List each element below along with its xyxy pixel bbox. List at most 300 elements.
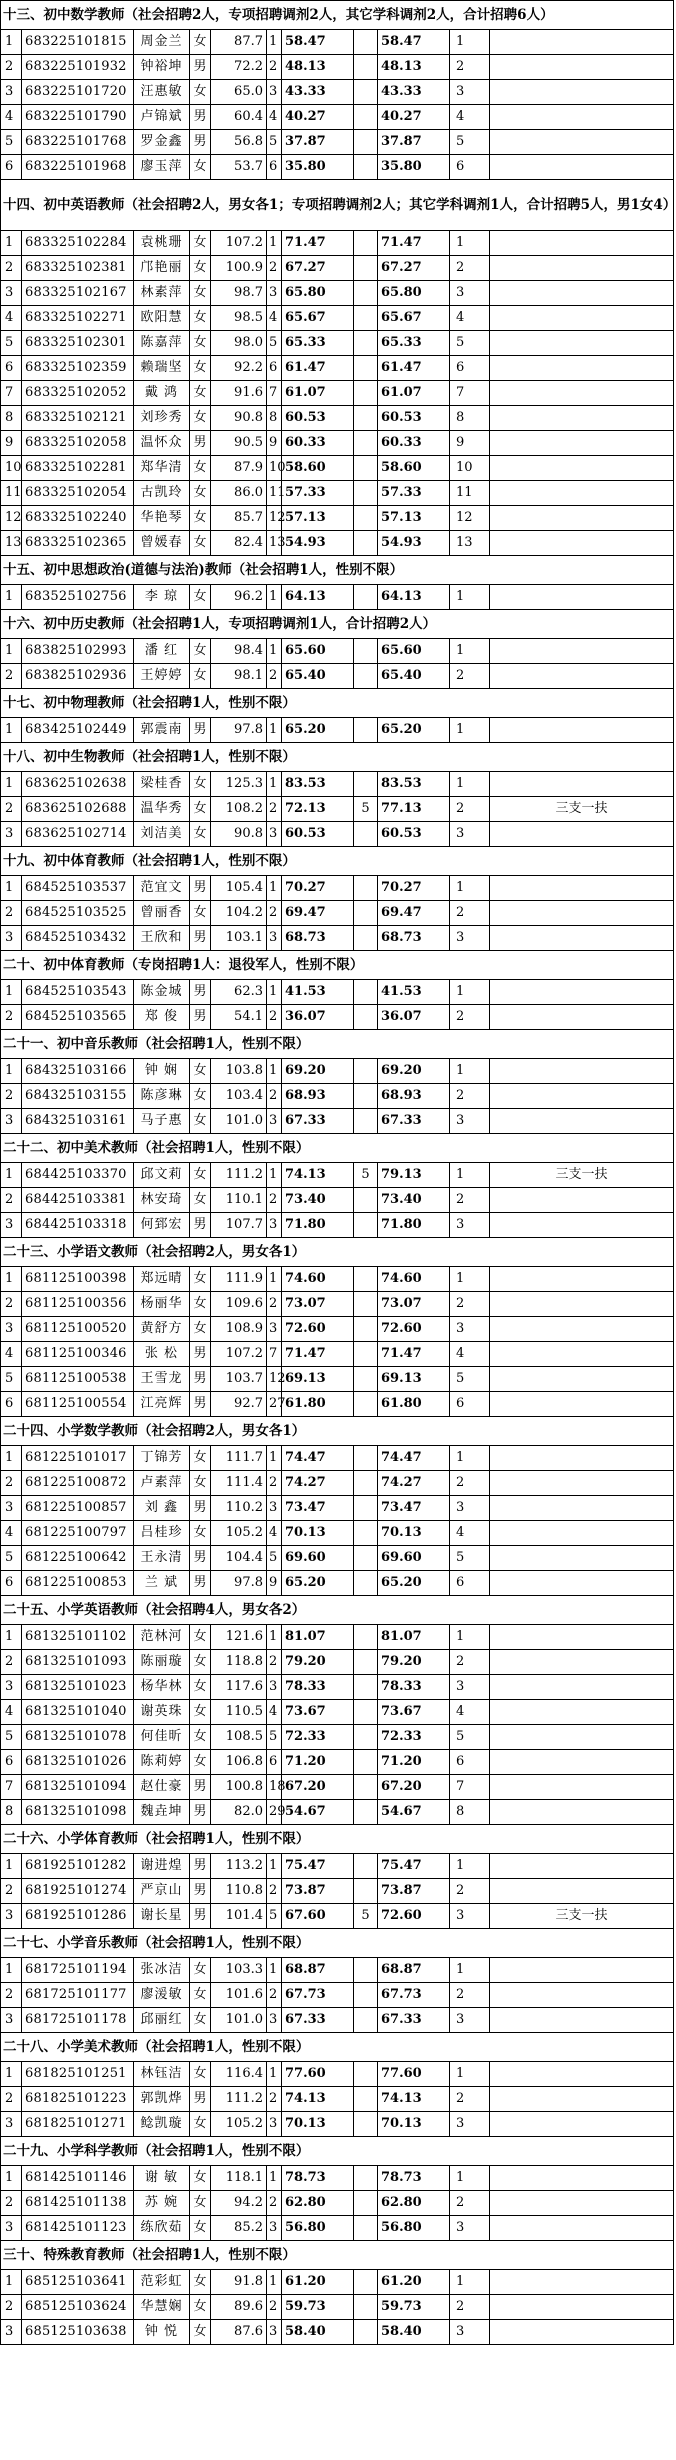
remark: [490, 406, 674, 431]
candidate-name: 王永清: [134, 1546, 190, 1571]
candidate-name: 鲶凯璇: [134, 2112, 190, 2137]
bonus-points: [354, 1084, 378, 1109]
bonus-points: [354, 639, 378, 664]
total-score: 72.60: [378, 1904, 450, 1929]
written-score: 85.7: [211, 506, 267, 531]
written-rank: 2: [267, 1292, 282, 1317]
written-rank: 1: [267, 1625, 282, 1650]
written-rank: 5: [267, 331, 282, 356]
exam-id: 681225100642: [22, 1546, 134, 1571]
written-score: 103.4: [211, 1084, 267, 1109]
written-rank: 1: [267, 639, 282, 664]
candidate-name: 魏垚坤: [134, 1800, 190, 1825]
converted-score: 78.33: [282, 1675, 354, 1700]
total-score: 67.33: [378, 2008, 450, 2033]
gender: 女: [190, 2008, 211, 2033]
gender: 女: [190, 381, 211, 406]
row-number: 1: [1, 30, 22, 55]
converted-score: 61.20: [282, 2270, 354, 2295]
final-rank: 10: [450, 456, 490, 481]
written-rank: 2: [267, 256, 282, 281]
final-rank: 2: [450, 1983, 490, 2008]
exam-id: 683325102281: [22, 456, 134, 481]
written-score: 125.3: [211, 772, 267, 797]
remark: [490, 1317, 674, 1342]
gender: 男: [190, 1800, 211, 1825]
row-number: 2: [1, 797, 22, 822]
row-number: 1: [1, 718, 22, 743]
converted-score: 78.73: [282, 2166, 354, 2191]
exam-id: 681225100797: [22, 1521, 134, 1546]
bonus-points: [354, 406, 378, 431]
table-row: [1, 381, 674, 406]
bonus-points: [354, 1342, 378, 1367]
candidate-name: 严京山: [134, 1879, 190, 1904]
row-number: 2: [1, 1188, 22, 1213]
final-rank: 2: [450, 1471, 490, 1496]
table-row: [1, 1958, 674, 1983]
converted-score: 54.67: [282, 1800, 354, 1825]
exam-id: 681425101138: [22, 2191, 134, 2216]
table-row: [1, 1446, 674, 1471]
total-score: 61.47: [378, 356, 450, 381]
final-rank: 2: [450, 797, 490, 822]
exam-id: 681825101271: [22, 2112, 134, 2137]
total-score: 61.07: [378, 381, 450, 406]
total-score: 79.20: [378, 1650, 450, 1675]
exam-id: 683525102756: [22, 585, 134, 610]
written-rank: 5: [267, 1904, 282, 1929]
exam-id: 681325101026: [22, 1750, 134, 1775]
table-row: [1, 639, 674, 664]
row-number: 8: [1, 1800, 22, 1825]
written-rank: 29: [267, 1800, 282, 1825]
total-score: 71.20: [378, 1750, 450, 1775]
total-score: 78.73: [378, 2166, 450, 2191]
written-rank: 2: [267, 1084, 282, 1109]
candidate-name: 谢长星: [134, 1904, 190, 1929]
exam-id: 685125103624: [22, 2295, 134, 2320]
bonus-points: 5: [354, 1904, 378, 1929]
gender: 女: [190, 231, 211, 256]
total-score: 68.73: [378, 926, 450, 951]
exam-id: 681125100346: [22, 1342, 134, 1367]
written-rank: 1: [267, 2270, 282, 2295]
candidate-name: 卢锦斌: [134, 105, 190, 130]
remark: [490, 1471, 674, 1496]
written-rank: 12: [267, 506, 282, 531]
converted-score: 67.73: [282, 1983, 354, 2008]
total-score: 36.07: [378, 1005, 450, 1030]
table-row: [1, 1005, 674, 1030]
table-row: [1, 1800, 674, 1825]
final-rank: 3: [450, 1213, 490, 1238]
converted-score: 67.27: [282, 256, 354, 281]
converted-score: 81.07: [282, 1625, 354, 1650]
total-score: 65.80: [378, 281, 450, 306]
remark: [490, 531, 674, 556]
row-number: 6: [1, 1750, 22, 1775]
candidate-name: 钟 娴: [134, 1059, 190, 1084]
candidate-name: 苏 婉: [134, 2191, 190, 2216]
written-rank: 1: [267, 1267, 282, 1292]
remark: [490, 506, 674, 531]
candidate-name: 华慧娴: [134, 2295, 190, 2320]
written-score: 87.6: [211, 2320, 267, 2345]
converted-score: 70.13: [282, 1521, 354, 1546]
written-rank: 10: [267, 456, 282, 481]
remark: [490, 1446, 674, 1471]
written-score: 106.8: [211, 1750, 267, 1775]
total-score: 69.60: [378, 1546, 450, 1571]
gender: 女: [190, 1625, 211, 1650]
written-score: 121.6: [211, 1625, 267, 1650]
candidate-name: 林素萍: [134, 281, 190, 306]
total-score: 65.20: [378, 1571, 450, 1596]
exam-id: 684425103381: [22, 1188, 134, 1213]
exam-id: 681225100857: [22, 1496, 134, 1521]
total-score: 64.13: [378, 585, 450, 610]
row-number: 1: [1, 639, 22, 664]
bonus-points: [354, 80, 378, 105]
final-rank: 2: [450, 2295, 490, 2320]
row-number: 13: [1, 531, 22, 556]
exam-id: 681725101178: [22, 2008, 134, 2033]
final-rank: 4: [450, 105, 490, 130]
total-score: 74.47: [378, 1446, 450, 1471]
converted-score: 69.20: [282, 1059, 354, 1084]
section-header: [1, 1134, 674, 1163]
remark: [490, 1367, 674, 1392]
written-score: 100.8: [211, 1775, 267, 1800]
candidate-name: 古凯玲: [134, 481, 190, 506]
gender: 女: [190, 1188, 211, 1213]
total-score: 73.67: [378, 1700, 450, 1725]
remark: [490, 105, 674, 130]
bonus-points: [354, 1521, 378, 1546]
written-rank: 2: [267, 1005, 282, 1030]
row-number: 2: [1, 1983, 22, 2008]
converted-score: 40.27: [282, 105, 354, 130]
written-rank: 1: [267, 1059, 282, 1084]
bonus-points: [354, 901, 378, 926]
converted-score: 69.47: [282, 901, 354, 926]
converted-score: 60.33: [282, 431, 354, 456]
exam-id: 683325102301: [22, 331, 134, 356]
written-score: 113.2: [211, 1854, 267, 1879]
remark: [490, 1879, 674, 1904]
remark: [490, 1213, 674, 1238]
written-score: 85.2: [211, 2216, 267, 2241]
final-rank: 4: [450, 1342, 490, 1367]
remark: [490, 456, 674, 481]
converted-score: 36.07: [282, 1005, 354, 1030]
exam-id: 684325103155: [22, 1084, 134, 1109]
remark: [490, 331, 674, 356]
written-score: 111.7: [211, 1446, 267, 1471]
remark: [490, 1005, 674, 1030]
converted-score: 69.13: [282, 1367, 354, 1392]
bonus-points: [354, 2008, 378, 2033]
gender: 男: [190, 1854, 211, 1879]
written-rank: 2: [267, 2295, 282, 2320]
row-number: 4: [1, 1342, 22, 1367]
row-number: 6: [1, 356, 22, 381]
final-rank: 1: [450, 772, 490, 797]
final-rank: 1: [450, 2270, 490, 2295]
exam-id: 684525103543: [22, 980, 134, 1005]
table-row: [1, 1546, 674, 1571]
table-row: [1, 2166, 674, 2191]
candidate-name: 练欣茹: [134, 2216, 190, 2241]
candidate-name: 郑远晴: [134, 1267, 190, 1292]
gender: 男: [190, 1879, 211, 1904]
final-rank: 4: [450, 1700, 490, 1725]
bonus-points: [354, 1059, 378, 1084]
candidate-name: 邝艳丽: [134, 256, 190, 281]
remark: [490, 1854, 674, 1879]
table-row: [1, 155, 674, 180]
written-rank: 3: [267, 1317, 282, 1342]
written-rank: 2: [267, 2191, 282, 2216]
gender: 男: [190, 1392, 211, 1417]
row-number: 2: [1, 1471, 22, 1496]
gender: 女: [190, 2191, 211, 2216]
row-number: 1: [1, 2166, 22, 2191]
row-number: 4: [1, 105, 22, 130]
converted-score: 79.20: [282, 1650, 354, 1675]
table-row: [1, 1904, 674, 1929]
total-score: 72.33: [378, 1725, 450, 1750]
final-rank: 2: [450, 2087, 490, 2112]
candidate-name: 丁锦芳: [134, 1446, 190, 1471]
row-number: 1: [1, 2270, 22, 2295]
bonus-points: [354, 1367, 378, 1392]
written-rank: 6: [267, 155, 282, 180]
gender: 女: [190, 1675, 211, 1700]
written-score: 110.5: [211, 1700, 267, 1725]
row-number: 3: [1, 926, 22, 951]
section-header: [1, 1, 674, 30]
total-score: 58.60: [378, 456, 450, 481]
row-number: 2: [1, 901, 22, 926]
table-row: [1, 1342, 674, 1367]
gender: 男: [190, 718, 211, 743]
candidate-name: 陈莉婷: [134, 1750, 190, 1775]
final-rank: 4: [450, 1521, 490, 1546]
section-header: [1, 1596, 674, 1625]
written-score: 90.8: [211, 822, 267, 847]
written-score: 82.0: [211, 1800, 267, 1825]
table-row: [1, 1292, 674, 1317]
row-number: 4: [1, 306, 22, 331]
gender: 女: [190, 1725, 211, 1750]
table-row: [1, 1267, 674, 1292]
written-score: 98.1: [211, 664, 267, 689]
gender: 男: [190, 2087, 211, 2112]
row-number: 3: [1, 281, 22, 306]
final-rank: 3: [450, 2216, 490, 2241]
final-rank: 1: [450, 876, 490, 901]
section-header: [1, 1825, 674, 1854]
candidate-name: 郭凯烨: [134, 2087, 190, 2112]
converted-score: 74.60: [282, 1267, 354, 1292]
candidate-name: 范宜文: [134, 876, 190, 901]
converted-score: 60.53: [282, 406, 354, 431]
candidate-name: 刘洁美: [134, 822, 190, 847]
final-rank: 1: [450, 639, 490, 664]
remark: [490, 1750, 674, 1775]
exam-id: 681425101123: [22, 2216, 134, 2241]
written-rank: 12: [267, 1367, 282, 1392]
row-number: 6: [1, 1571, 22, 1596]
written-rank: 2: [267, 1471, 282, 1496]
candidate-name: 何佳昕: [134, 1725, 190, 1750]
final-rank: 2: [450, 1084, 490, 1109]
written-score: 101.4: [211, 1904, 267, 1929]
total-score: 69.20: [378, 1059, 450, 1084]
table-row: [1, 772, 674, 797]
written-score: 90.5: [211, 431, 267, 456]
exam-id: 684525103565: [22, 1005, 134, 1030]
candidate-name: 周金兰: [134, 30, 190, 55]
gender: 男: [190, 1496, 211, 1521]
final-rank: 2: [450, 1292, 490, 1317]
row-number: 3: [1, 2008, 22, 2033]
total-score: 62.80: [378, 2191, 450, 2216]
converted-score: 65.40: [282, 664, 354, 689]
row-number: 3: [1, 2320, 22, 2345]
final-rank: 3: [450, 281, 490, 306]
remark: [490, 306, 674, 331]
exam-id: 683325102359: [22, 356, 134, 381]
table-row: [1, 55, 674, 80]
total-score: 74.27: [378, 1471, 450, 1496]
candidate-name: 陈嘉萍: [134, 331, 190, 356]
remark: [490, 1292, 674, 1317]
row-number: 5: [1, 130, 22, 155]
total-score: 71.47: [378, 1342, 450, 1367]
section-title: 二十九、小学科学教师（社会招聘1人，性别不限）: [1, 2137, 674, 2166]
written-score: 103.3: [211, 1958, 267, 1983]
bonus-points: [354, 356, 378, 381]
written-rank: 4: [267, 306, 282, 331]
gender: 男: [190, 1367, 211, 1392]
remark: [490, 2008, 674, 2033]
total-score: 70.27: [378, 876, 450, 901]
table-row: [1, 1496, 674, 1521]
candidate-name: 廖玉萍: [134, 155, 190, 180]
section-header: [1, 951, 674, 980]
candidate-name: 吕桂珍: [134, 1521, 190, 1546]
converted-score: 65.20: [282, 718, 354, 743]
gender: 女: [190, 1059, 211, 1084]
converted-score: 68.87: [282, 1958, 354, 1983]
bonus-points: [354, 481, 378, 506]
final-rank: 3: [450, 822, 490, 847]
written-rank: 2: [267, 1650, 282, 1675]
remark: [490, 1650, 674, 1675]
row-number: 5: [1, 331, 22, 356]
converted-score: 54.93: [282, 531, 354, 556]
bonus-points: [354, 980, 378, 1005]
section-title: 十四、初中英语教师（社会招聘2人，男女各1；专项招聘调剂2人；其它学科调剂1人，合计招聘5人，男1女4）: [1, 180, 674, 231]
converted-score: 68.73: [282, 926, 354, 951]
exam-id: 681325101098: [22, 1800, 134, 1825]
written-score: 101.6: [211, 1983, 267, 2008]
section-header: [1, 556, 674, 585]
table-row: [1, 2008, 674, 2033]
exam-id: 683625102638: [22, 772, 134, 797]
written-score: 87.9: [211, 456, 267, 481]
final-rank: 1: [450, 1854, 490, 1879]
written-score: 105.2: [211, 2112, 267, 2137]
table-row: [1, 585, 674, 610]
remark: [490, 822, 674, 847]
total-score: 72.60: [378, 1317, 450, 1342]
converted-score: 67.20: [282, 1775, 354, 1800]
exam-id: 681725101177: [22, 1983, 134, 2008]
total-score: 77.13: [378, 797, 450, 822]
remark: [490, 2295, 674, 2320]
table-row: [1, 481, 674, 506]
section-title: 二十六、小学体育教师（社会招聘1人，性别不限）: [1, 1825, 674, 1854]
written-rank: 11: [267, 481, 282, 506]
remark: [490, 30, 674, 55]
written-rank: 3: [267, 80, 282, 105]
written-score: 87.7: [211, 30, 267, 55]
final-rank: 2: [450, 901, 490, 926]
exam-id: 681225101017: [22, 1446, 134, 1471]
written-rank: 2: [267, 664, 282, 689]
exam-id: 681825101223: [22, 2087, 134, 2112]
remark: 三支一扶: [490, 1163, 674, 1188]
written-score: 94.2: [211, 2191, 267, 2216]
bonus-points: [354, 30, 378, 55]
written-rank: 3: [267, 1496, 282, 1521]
exam-id: 681325101102: [22, 1625, 134, 1650]
converted-score: 73.67: [282, 1700, 354, 1725]
written-score: 103.8: [211, 1059, 267, 1084]
exam-id: 683325102052: [22, 381, 134, 406]
bonus-points: [354, 1650, 378, 1675]
gender: 女: [190, 506, 211, 531]
remark: [490, 585, 674, 610]
converted-score: 67.60: [282, 1904, 354, 1929]
table-row: [1, 331, 674, 356]
candidate-name: 戴 鸿: [134, 381, 190, 406]
row-number: 1: [1, 772, 22, 797]
bonus-points: [354, 2295, 378, 2320]
exam-id: 683325102271: [22, 306, 134, 331]
gender: 女: [190, 822, 211, 847]
written-rank: 5: [267, 130, 282, 155]
bonus-points: [354, 1879, 378, 1904]
row-number: 9: [1, 431, 22, 456]
exam-id: 683325102058: [22, 431, 134, 456]
written-score: 108.5: [211, 1725, 267, 1750]
written-rank: 7: [267, 1342, 282, 1367]
candidate-name: 赵仕豪: [134, 1775, 190, 1800]
written-rank: 3: [267, 2216, 282, 2241]
converted-score: 56.80: [282, 2216, 354, 2241]
exam-id: 681425101146: [22, 2166, 134, 2191]
bonus-points: [354, 1546, 378, 1571]
exam-id: 681225100853: [22, 1571, 134, 1596]
exam-id: 681325101093: [22, 1650, 134, 1675]
converted-score: 75.47: [282, 1854, 354, 1879]
table-row: [1, 2087, 674, 2112]
